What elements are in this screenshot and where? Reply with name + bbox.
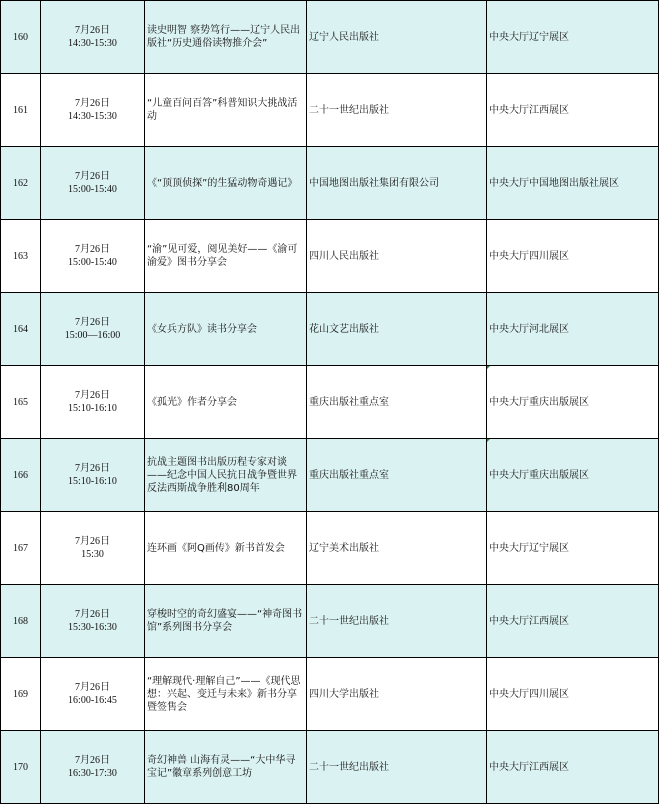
event-title-cell[interactable]: 穿梭时空的奇幻盛宴——“神奇图书馆”系列图书分享会 [145, 585, 307, 658]
event-time: 15:00-15:40 [68, 257, 117, 268]
location-cell[interactable] [487, 293, 659, 366]
event-title-cell[interactable]: 奇幻神兽 山海有灵——“大中华寻宝记”徽章系列创意工坊 [145, 731, 307, 804]
table-row [1, 512, 659, 585]
event-title-cell[interactable]: “儿童百问百答”科普知识大挑战活动 [145, 74, 307, 147]
location-cell[interactable] [487, 512, 659, 585]
location-cell[interactable] [487, 731, 659, 804]
comment-indicator-icon[interactable] [487, 366, 492, 371]
publisher-cell[interactable]: 四川人民出版社 [307, 220, 487, 293]
location-text: 中央大厅四川展区 [489, 250, 569, 262]
event-time: 14:30-15:30 [68, 111, 117, 122]
event-time: 15:00-15:40 [68, 184, 117, 195]
location-cell[interactable] [487, 147, 659, 220]
table-row [1, 220, 659, 293]
event-date: 7月26日 [75, 171, 110, 182]
table-row [1, 585, 659, 658]
event-title-cell[interactable]: 《“顶顶侦探”的生猛动物奇遇记》 [145, 147, 307, 220]
event-date: 7月26日 [75, 536, 110, 547]
row-number-cell[interactable]: 165 [1, 366, 41, 439]
event-title-cell[interactable]: “渝”见可爱，阅见美好——《渝可渝爱》图书分享会 [145, 220, 307, 293]
table-row [1, 731, 659, 804]
event-date: 7月26日 [75, 609, 110, 620]
location-text: 中央大厅江西展区 [489, 104, 569, 116]
publisher-cell[interactable]: 辽宁人民出版社 [307, 1, 487, 74]
event-date: 7月26日 [75, 98, 110, 109]
event-date: 7月26日 [75, 317, 110, 328]
table-row [1, 74, 659, 147]
event-time: 15:00—16:00 [64, 330, 121, 341]
event-time: 15:30-16:30 [68, 622, 117, 633]
event-title-cell[interactable]: 抗战主题图书出版历程专家对谈——纪念中国人民抗日战争暨世界反法西斯战争胜利80周年 [145, 439, 307, 512]
location-text: 中央大厅辽宁展区 [489, 542, 569, 554]
row-number-cell[interactable]: 161 [1, 74, 41, 147]
date-time-cell[interactable] [41, 147, 145, 220]
event-time: 14:30-15:30 [68, 38, 117, 49]
date-time-cell[interactable] [41, 439, 145, 512]
location-cell[interactable] [487, 74, 659, 147]
event-time: 15:10-16:10 [68, 476, 117, 487]
location-text: 中央大厅四川展区 [489, 688, 569, 700]
table-row [1, 1, 659, 74]
publisher-cell[interactable]: 二十一世纪出版社 [307, 731, 487, 804]
publisher-cell[interactable]: 辽宁美术出版社 [307, 512, 487, 585]
event-time: 16:30-17:30 [68, 768, 117, 779]
event-title-cell[interactable]: 读史明智 察势笃行——辽宁人民出版社“历史通俗读物推介会” [145, 1, 307, 74]
date-time-cell[interactable] [41, 658, 145, 731]
event-title-cell[interactable]: “理解现代·理解自己”——《现代思想：兴起、变迁与未来》新书分享暨签售会 [145, 658, 307, 731]
date-time-cell[interactable] [41, 1, 145, 74]
publisher-cell[interactable]: 四川大学出版社 [307, 658, 487, 731]
publisher-cell[interactable]: 重庆出版社重点室 [307, 366, 487, 439]
location-cell[interactable] [487, 366, 659, 439]
publisher-cell[interactable]: 二十一世纪出版社 [307, 585, 487, 658]
row-number-cell[interactable]: 169 [1, 658, 41, 731]
location-cell[interactable] [487, 1, 659, 74]
date-time-cell[interactable] [41, 366, 145, 439]
date-time-cell[interactable] [41, 74, 145, 147]
row-number-cell[interactable]: 160 [1, 1, 41, 74]
location-text: 中央大厅重庆出版展区 [489, 469, 589, 481]
event-date: 7月26日 [75, 682, 110, 693]
event-title-cell[interactable]: 连环画《阿Q画传》新书首发会 [145, 512, 307, 585]
schedule-table-body [1, 1, 659, 804]
publisher-cell[interactable]: 花山文艺出版社 [307, 293, 487, 366]
event-date: 7月26日 [75, 463, 110, 474]
comment-indicator-icon[interactable] [487, 439, 492, 444]
date-time-cell[interactable] [41, 731, 145, 804]
location-text: 中央大厅中国地图出版社展区 [489, 177, 619, 189]
date-time-cell[interactable] [41, 293, 145, 366]
location-cell[interactable] [487, 585, 659, 658]
publisher-cell[interactable]: 重庆出版社重点室 [307, 439, 487, 512]
row-number-cell[interactable]: 170 [1, 731, 41, 804]
location-text: 中央大厅辽宁展区 [489, 31, 569, 43]
table-row [1, 147, 659, 220]
event-date: 7月26日 [75, 25, 110, 36]
table-row [1, 439, 659, 512]
location-text: 中央大厅河北展区 [489, 323, 569, 335]
publisher-cell[interactable]: 二十一世纪出版社 [307, 74, 487, 147]
table-row [1, 293, 659, 366]
row-number-cell[interactable]: 168 [1, 585, 41, 658]
event-date: 7月26日 [75, 755, 110, 766]
event-date: 7月26日 [75, 390, 110, 401]
publisher-cell[interactable]: 中国地图出版社集团有限公司 [307, 147, 487, 220]
location-cell[interactable] [487, 439, 659, 512]
date-time-cell[interactable] [41, 585, 145, 658]
location-text: 中央大厅江西展区 [489, 761, 569, 773]
row-number-cell[interactable]: 163 [1, 220, 41, 293]
date-time-cell[interactable] [41, 220, 145, 293]
location-cell[interactable] [487, 658, 659, 731]
location-cell[interactable] [487, 220, 659, 293]
row-number-cell[interactable]: 167 [1, 512, 41, 585]
row-number-cell[interactable]: 166 [1, 439, 41, 512]
row-number-cell[interactable]: 164 [1, 293, 41, 366]
event-time: 15:30 [81, 549, 104, 560]
event-time: 16:00-16:45 [68, 695, 117, 706]
date-time-cell[interactable] [41, 512, 145, 585]
event-time: 15:10-16:10 [68, 403, 117, 414]
row-number-cell[interactable]: 162 [1, 147, 41, 220]
location-text: 中央大厅江西展区 [489, 615, 569, 627]
table-row [1, 658, 659, 731]
event-title-cell[interactable]: 《孤光》作者分享会 [145, 366, 307, 439]
event-title-cell[interactable]: 《女兵方队》读书分享会 [145, 293, 307, 366]
event-date: 7月26日 [75, 244, 110, 255]
location-text: 中央大厅重庆出版展区 [489, 396, 589, 408]
table-row [1, 366, 659, 439]
